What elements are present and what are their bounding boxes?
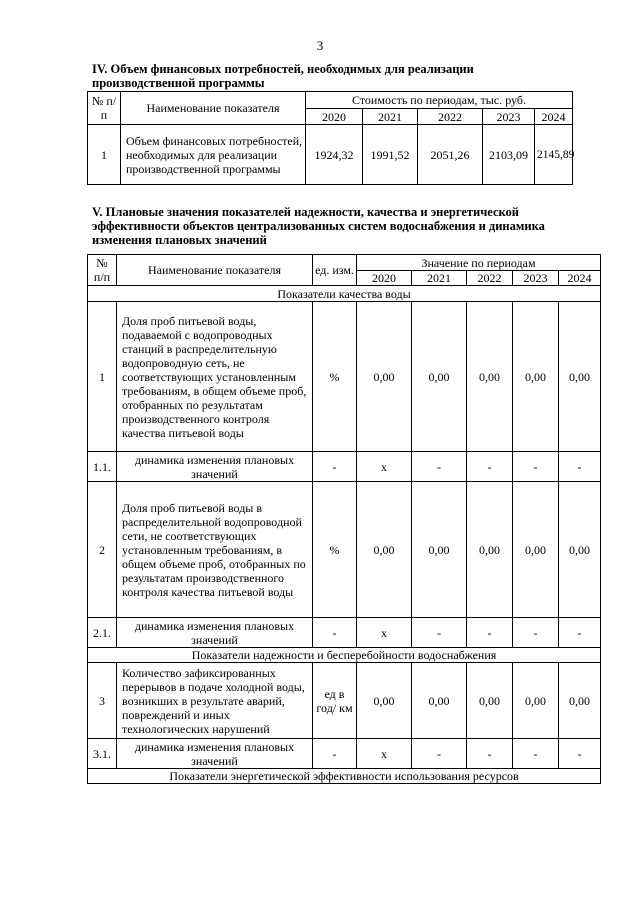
cell-value: х [357, 739, 412, 769]
table-row [88, 125, 573, 185]
cell-value: 2145,89 [535, 125, 573, 185]
year-header: 2024 [559, 271, 601, 286]
cell-value: 0,00 [467, 663, 513, 739]
cell-value: 0,00 [357, 302, 412, 452]
row-name: Доля проб питьевой воды, подаваемой с водопроводных станций в распределительную водопроводную сеть, не соответствующих установленным требованиям, в общем объеме проб, отобранных по результатам производственного контроля качества питьевой воды [117, 302, 313, 452]
year-header: 2022 [418, 109, 483, 125]
col-header-cost: Стоимость по периодам, тыс. руб. [306, 92, 573, 109]
cell-value: - [559, 618, 601, 648]
year-header: 2021 [363, 109, 418, 125]
cell-value: 2051,26 [418, 125, 483, 185]
row-unit: % [313, 482, 357, 618]
cell-value: 0,00 [513, 482, 559, 618]
cell-value: 0,00 [559, 302, 601, 452]
cell-value: 0,00 [357, 482, 412, 618]
table-row [88, 618, 601, 648]
cell-value: 0,00 [412, 302, 467, 452]
col-header-unit: ед. изм. [313, 255, 357, 286]
cell-value: - [467, 452, 513, 482]
cell-value: 1991,52 [363, 125, 418, 185]
group-header-energy: Показатели энергетической эффективности использования ресурсов [88, 769, 601, 784]
cell-value: - [513, 452, 559, 482]
row-unit: % [313, 302, 357, 452]
table-row [88, 663, 601, 739]
row-name: Доля проб питьевой воды в распределительной водопроводной сети, не соответствующих установленным требованиям, в общем объеме проб, отобранных по результатам производственного контроля качества питьевой воды [117, 482, 313, 618]
year-header: 2021 [412, 271, 467, 286]
year-header: 2023 [513, 271, 559, 286]
row-name: Количество зафиксированных перерывов в подаче холодной воды, возникших в результате аварий, повреждений и иных технологических нарушений [117, 663, 313, 739]
col-header-name: Наименование показателя [121, 92, 306, 125]
cell-value: - [559, 452, 601, 482]
row-number: 2 [88, 482, 117, 618]
row-unit: - [313, 452, 357, 482]
cell-value: 0,00 [412, 482, 467, 618]
year-header: 2022 [467, 271, 513, 286]
cell-value: - [412, 739, 467, 769]
year-header: 2023 [483, 109, 535, 125]
cell-value: 1924,32 [306, 125, 363, 185]
col-header-number: № п/п [88, 92, 121, 125]
section-4-title: IV. Объем финансовых потребностей, необходимых для реализации производственной программы [92, 62, 474, 90]
cell-value: - [412, 452, 467, 482]
cell-value: 2103,09 [483, 125, 535, 185]
year-header: 2020 [357, 271, 412, 286]
row-number: 2.1. [88, 618, 117, 648]
cell-value: х [357, 618, 412, 648]
page-number: 3 [316, 38, 324, 53]
row-unit: - [313, 618, 357, 648]
year-header: 2020 [306, 109, 363, 125]
year-header: 2024 [535, 109, 573, 125]
cell-value: - [412, 618, 467, 648]
cell-value: 0,00 [559, 482, 601, 618]
col-header-number: № п/п [88, 255, 117, 286]
row-number: 3 [88, 663, 117, 739]
table-row [88, 302, 601, 452]
cell-value: - [513, 618, 559, 648]
cell-value: х [357, 452, 412, 482]
row-name: динамика изменения плановых значений [117, 618, 313, 648]
row-name: динамика изменения плановых значений [117, 739, 313, 769]
indicators-table [87, 254, 601, 784]
row-number: 1.1. [88, 452, 117, 482]
cell-value: - [513, 739, 559, 769]
cell-value: - [467, 739, 513, 769]
row-unit: ед в год/ км [313, 663, 357, 739]
col-header-name: Наименование показателя [117, 255, 313, 286]
cell-value: 0,00 [357, 663, 412, 739]
cell-value: 0,00 [412, 663, 467, 739]
row-number: 1 [88, 125, 121, 185]
section-5-title: V. Плановые значения показателей надежности, качества и энергетической эффективности объектов централизованных систем водоснабжения и динамика изменения плановых значений [92, 205, 545, 247]
cell-value: 0,00 [559, 663, 601, 739]
cell-value: - [559, 739, 601, 769]
table-row [88, 739, 601, 769]
table-row [88, 452, 601, 482]
group-header-reliability: Показатели надежности и бесперебойности водоснабжения [88, 648, 601, 663]
financial-needs-table [87, 91, 573, 185]
row-number: 3.1. [88, 739, 117, 769]
cell-value: - [467, 618, 513, 648]
row-number: 1 [88, 302, 117, 452]
row-unit: - [313, 739, 357, 769]
cell-value: 0,00 [467, 482, 513, 618]
table-row [88, 482, 601, 618]
row-name: динамика изменения плановых значений [117, 452, 313, 482]
cell-value: 0,00 [513, 663, 559, 739]
row-name: Объем финансовых потребностей, необходимых для реализации производственной программы [121, 125, 306, 185]
cell-value: 0,00 [513, 302, 559, 452]
cell-value: 0,00 [467, 302, 513, 452]
group-header-quality: Показатели качества воды [88, 286, 601, 302]
col-header-values: Значение по периодам [357, 255, 601, 271]
